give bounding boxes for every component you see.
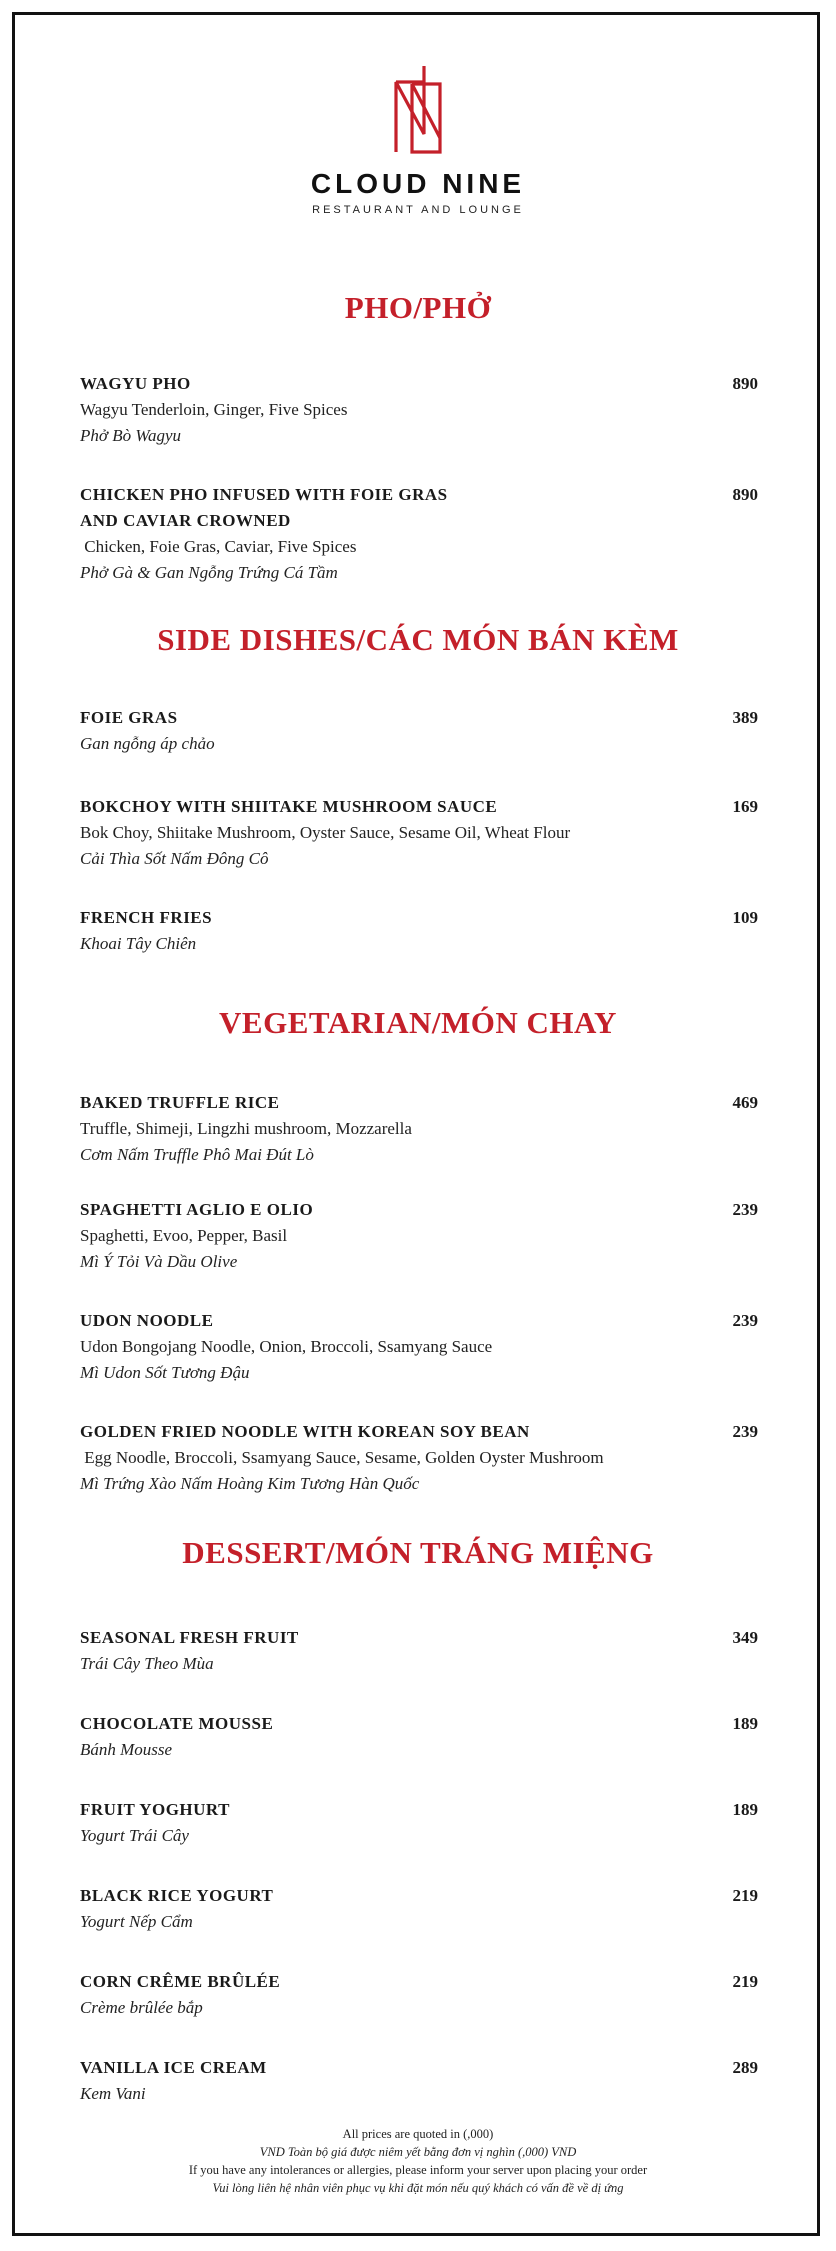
item-vietnamese-name: Yogurt Nếp Cẩm — [80, 1912, 193, 1931]
menu-item — [80, 794, 758, 872]
menu-item — [80, 705, 758, 757]
item-vietnamese-name: Mì Trứng Xào Nấm Hoàng Kim Tương Hàn Quốc — [80, 1474, 420, 1493]
item-vietnamese-name: Mì Udon Sốt Tương Đậu — [80, 1363, 250, 1382]
item-name: SEASONAL FRESH FRUIT — [80, 1628, 299, 1647]
section-title: VEGETARIAN/MÓN CHAY — [219, 1005, 617, 1040]
footer-notes — [0, 2125, 836, 2197]
menu-item — [80, 1308, 758, 1386]
item-vietnamese-name: Phở Bò Wagyu — [80, 426, 181, 445]
item-price: 890 — [732, 485, 758, 504]
item-price: 239 — [732, 1200, 758, 1219]
item-vietnamese-name: Kem Vani — [80, 2084, 146, 2103]
item-price: 890 — [732, 374, 758, 393]
footer-price-note-vn: VND Toàn bộ giá được niêm yết bằng đơn vị nghìn (,000) VND — [259, 2145, 577, 2159]
item-name: UDON NOODLE — [80, 1311, 214, 1330]
menu-item — [80, 1883, 758, 1935]
footer-price-note: All prices are quoted in (,000) — [342, 2127, 494, 2141]
item-vietnamese-name: Bánh Mousse — [80, 1740, 173, 1759]
item-name: CHICKEN PHO INFUSED WITH FOIE GRAS AND CAVIAR CROWNED — [80, 485, 448, 530]
item-name: CORN CRÊME BRÛLÉE — [80, 1972, 281, 1991]
item-vietnamese-name: Khoai Tây Chiên — [80, 934, 197, 953]
brand-name: CLOUD NINE — [310, 168, 526, 199]
item-vietnamese-name: Yogurt Trái Cây — [80, 1826, 189, 1845]
item-name: BAKED TRUFFLE RICE — [80, 1093, 280, 1112]
item-vietnamese-name: Cải Thìa Sốt Nấm Đông Cô — [80, 849, 269, 868]
item-price: 189 — [732, 1714, 758, 1733]
item-vietnamese-name: Trái Cây Theo Mùa — [80, 1654, 214, 1673]
menu-item — [80, 371, 758, 449]
footer-allergy-note: If you have any intolerances or allergies, please inform your server upon placing your order — [188, 2163, 648, 2177]
brand-tagline: RESTAURANT AND LOUNGE — [312, 204, 524, 216]
menu-item — [80, 1797, 758, 1849]
menu-item — [80, 905, 758, 957]
item-name: VANILLA ICE CREAM — [80, 2058, 267, 2077]
item-vietnamese-name: Phở Gà & Gan Ngỗng Trứng Cá Tầm — [80, 563, 338, 582]
item-price: 189 — [732, 1800, 758, 1819]
menu-item — [80, 482, 758, 586]
item-name: FRENCH FRIES — [80, 908, 213, 927]
section-title: DESSERT/MÓN TRÁNG MIỆNG — [182, 1535, 654, 1570]
menu-item — [80, 1197, 758, 1275]
cloud-nine-monogram-icon — [390, 64, 446, 154]
item-name: CHOCOLATE MOUSSE — [80, 1714, 274, 1733]
item-price: 239 — [732, 1422, 758, 1441]
item-name: FRUIT YOGHURT — [80, 1800, 230, 1819]
item-vietnamese-name: Cơm Nấm Truffle Phô Mai Đút Lò — [80, 1145, 314, 1164]
item-description: Wagyu Tenderloin, Ginger, Five Spices — [80, 400, 348, 419]
item-description: Truffle, Shimeji, Lingzhi mushroom, Mozzarella — [80, 1119, 412, 1138]
item-price: 219 — [732, 1886, 758, 1905]
logo — [0, 64, 836, 216]
menu-item — [80, 1419, 758, 1497]
item-vietnamese-name: Mì Ý Tỏi Và Dầu Olive — [80, 1252, 238, 1271]
section-title: PHO/PHỞ — [344, 290, 492, 325]
menu-item — [80, 1711, 758, 1763]
item-name: GOLDEN FRIED NOODLE WITH KOREAN SOY BEAN — [80, 1422, 530, 1441]
item-price: 219 — [732, 1972, 758, 1991]
menu-item — [80, 1969, 758, 2021]
item-price: 469 — [732, 1093, 758, 1112]
item-price: 169 — [732, 797, 758, 816]
item-description: Egg Noodle, Broccoli, Ssamyang Sauce, Sesame, Golden Oyster Mushroom — [80, 1448, 604, 1467]
item-name: WAGYU PHO — [80, 374, 191, 393]
item-description: Udon Bongojang Noodle, Onion, Broccoli, Ssamyang Sauce — [80, 1337, 493, 1356]
menu-item — [80, 1090, 758, 1168]
item-description: Chicken, Foie Gras, Caviar, Five Spices — [80, 537, 357, 556]
item-name: BLACK RICE YOGURT — [80, 1886, 274, 1905]
item-name: FOIE GRAS — [80, 708, 178, 727]
item-name: BOKCHOY WITH SHIITAKE MUSHROOM SAUCE — [80, 797, 498, 816]
item-vietnamese-name: Crème brûlée bắp — [80, 1998, 203, 2017]
item-price: 389 — [732, 708, 758, 727]
menu-item — [80, 2055, 758, 2107]
item-price: 109 — [732, 908, 758, 927]
section-title: SIDE DISHES/CÁC MÓN BÁN KÈM — [157, 622, 679, 657]
menu-item — [80, 1625, 758, 1677]
item-name: SPAGHETTI AGLIO E OLIO — [80, 1200, 314, 1219]
item-price: 239 — [732, 1311, 758, 1330]
item-price: 349 — [732, 1628, 758, 1647]
item-description: Bok Choy, Shiitake Mushroom, Oyster Sauce, Sesame Oil, Wheat Flour — [80, 823, 571, 842]
item-description: Spaghetti, Evoo, Pepper, Basil — [80, 1226, 288, 1245]
item-vietnamese-name: Gan ngỗng áp chảo — [80, 734, 215, 753]
item-price: 289 — [732, 2058, 758, 2077]
footer-allergy-note-vn: Vui lòng liên hệ nhân viên phục vụ khi đặt món nếu quý khách có vấn đề về dị ứng — [212, 2181, 624, 2195]
